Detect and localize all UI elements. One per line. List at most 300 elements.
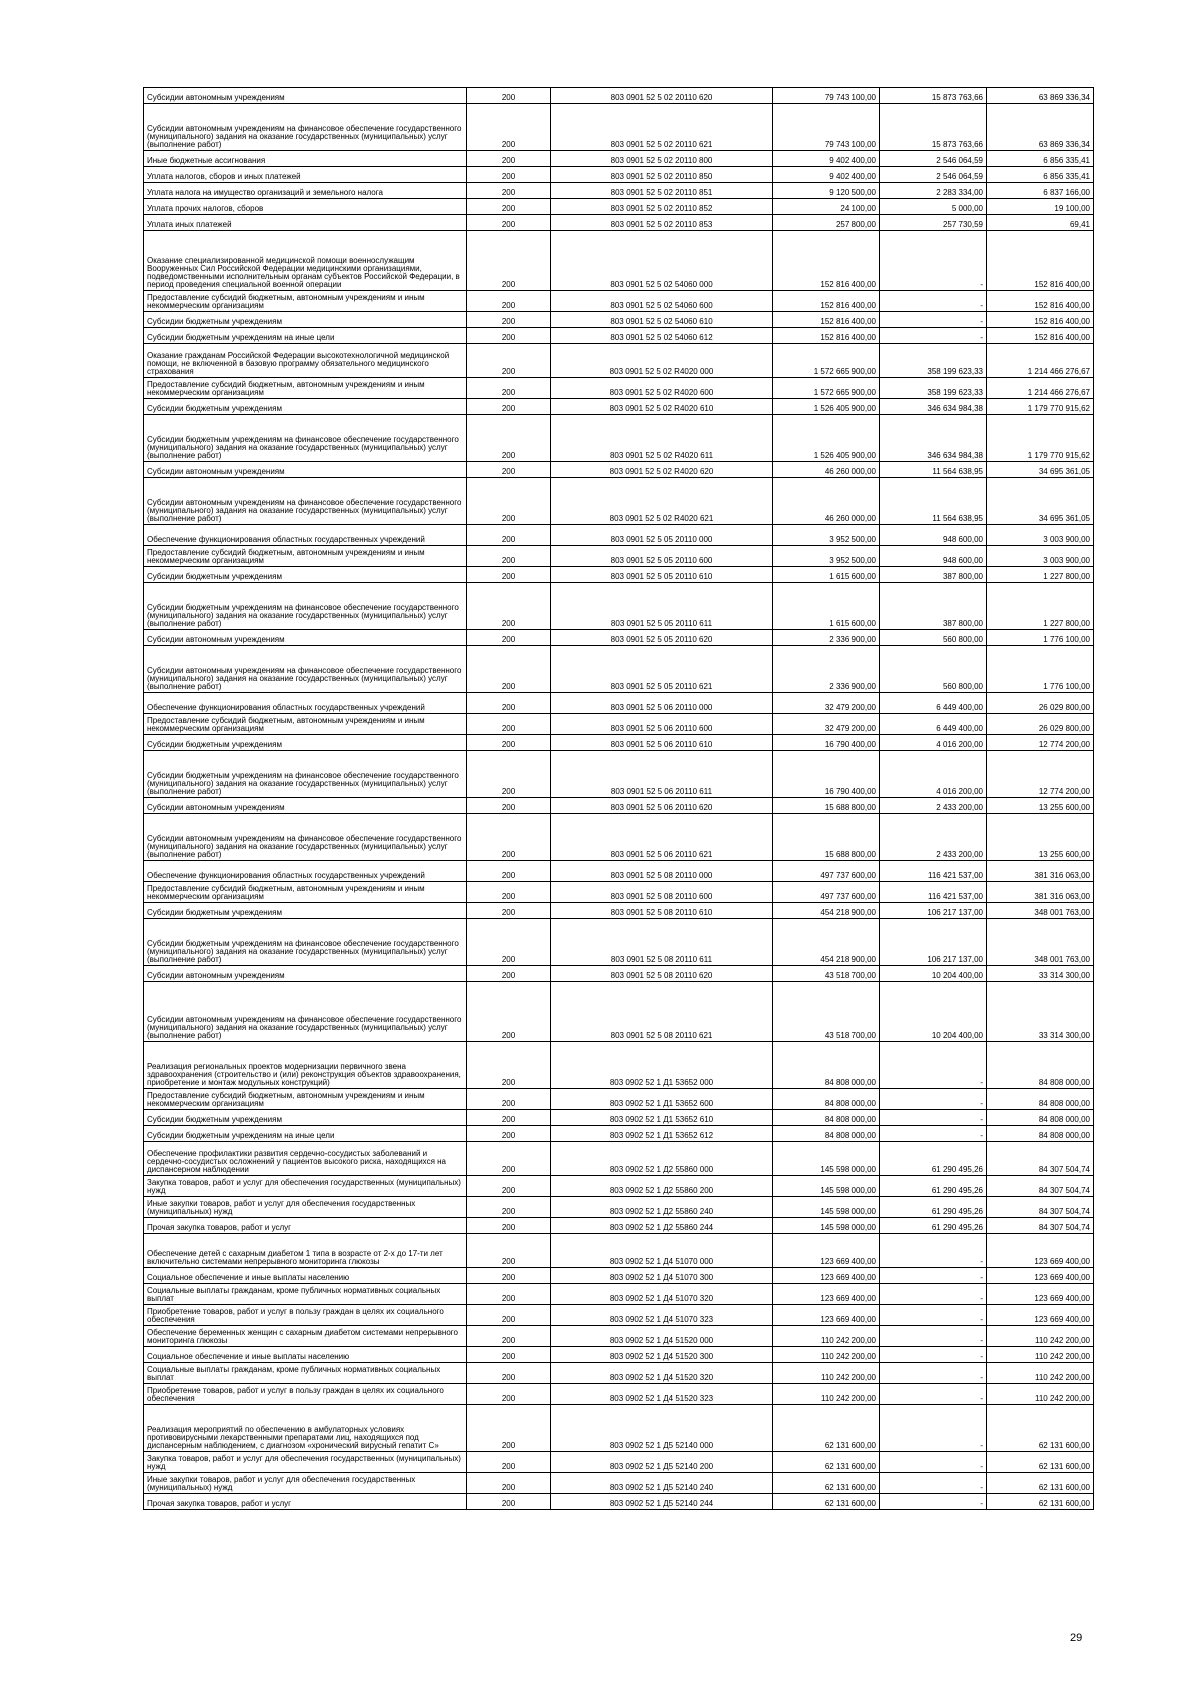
- table-row: [144, 1284, 1094, 1305]
- row-kbk-code: 803 0901 52 5 06 20110 600: [551, 714, 773, 735]
- row-approved-amount: 110 242 200,00: [773, 1384, 880, 1405]
- row-approved-amount: 3 952 500,00: [773, 525, 880, 546]
- row-unexecuted-amount: 62 131 600,00: [987, 1405, 1094, 1452]
- table-row: [144, 151, 1094, 167]
- row-executed-amount: -: [880, 1284, 987, 1305]
- row-approved-amount: 84 808 000,00: [773, 1042, 880, 1089]
- row-name: Субсидии автономным учреждениям: [144, 966, 467, 982]
- row-approved-amount: 497 737 600,00: [773, 861, 880, 882]
- row-executed-amount: 948 600,00: [880, 525, 987, 546]
- row-unexecuted-amount: 26 029 800,00: [987, 714, 1094, 735]
- row-executed-amount: -: [880, 291, 987, 312]
- row-unexecuted-amount: 123 669 400,00: [987, 1305, 1094, 1326]
- row-approved-amount: 43 518 700,00: [773, 982, 880, 1042]
- row-code: 200: [467, 1110, 551, 1126]
- row-executed-amount: 560 800,00: [880, 646, 987, 693]
- row-name: Субсидии бюджетным учреждениям: [144, 567, 467, 583]
- row-executed-amount: 61 290 495,26: [880, 1197, 987, 1218]
- row-kbk-code: 803 0902 52 1 Д4 51520 323: [551, 1384, 773, 1405]
- row-unexecuted-amount: 152 816 400,00: [987, 231, 1094, 291]
- row-approved-amount: 145 598 000,00: [773, 1176, 880, 1197]
- table-row: [144, 183, 1094, 199]
- row-name: Обеспечение детей с сахарным диабетом 1 типа в возрасте от 2-х до 17-ти лет включительно системами непрерывного мониторинга глюкозы: [144, 1234, 467, 1268]
- row-executed-amount: 106 217 137,00: [880, 919, 987, 966]
- row-approved-amount: 497 737 600,00: [773, 882, 880, 903]
- row-executed-amount: -: [880, 1326, 987, 1347]
- row-approved-amount: 152 816 400,00: [773, 328, 880, 344]
- table-row: [144, 735, 1094, 751]
- row-approved-amount: 110 242 200,00: [773, 1363, 880, 1384]
- table-row: [144, 1452, 1094, 1473]
- row-code: 200: [467, 199, 551, 215]
- row-kbk-code: 803 0901 52 5 05 20110 620: [551, 630, 773, 646]
- row-code: 200: [467, 1197, 551, 1218]
- row-approved-amount: 79 743 100,00: [773, 88, 880, 104]
- row-name: Субсидии автономным учреждениям на финансовое обеспечение государственного (муниципального) задания на оказание государственных (муниципальных) услуг (выполнение работ): [144, 478, 467, 525]
- row-name: Социальное обеспечение и иные выплаты населению: [144, 1268, 467, 1284]
- row-approved-amount: 110 242 200,00: [773, 1347, 880, 1363]
- row-unexecuted-amount: 1 214 466 276,67: [987, 344, 1094, 378]
- row-approved-amount: 123 669 400,00: [773, 1305, 880, 1326]
- row-code: 200: [467, 567, 551, 583]
- row-kbk-code: 803 0901 52 5 06 20110 000: [551, 693, 773, 714]
- row-kbk-code: 803 0901 52 5 08 20110 600: [551, 882, 773, 903]
- table-row: [144, 982, 1094, 1042]
- row-unexecuted-amount: 84 307 504,74: [987, 1176, 1094, 1197]
- row-approved-amount: 15 688 800,00: [773, 814, 880, 861]
- row-unexecuted-amount: 84 307 504,74: [987, 1142, 1094, 1176]
- table-body: [144, 88, 1094, 1510]
- row-approved-amount: 1 615 600,00: [773, 583, 880, 630]
- row-approved-amount: 32 479 200,00: [773, 714, 880, 735]
- row-name: Иные закупки товаров, работ и услуг для обеспечения государственных (муниципальных) нужд: [144, 1197, 467, 1218]
- row-name: Иные бюджетные ассигнования: [144, 151, 467, 167]
- row-code: 200: [467, 415, 551, 462]
- table-row: [144, 378, 1094, 399]
- row-unexecuted-amount: 152 816 400,00: [987, 291, 1094, 312]
- row-approved-amount: 1 526 405 900,00: [773, 399, 880, 415]
- table-row: [144, 1142, 1094, 1176]
- row-executed-amount: 15 873 763,66: [880, 88, 987, 104]
- row-unexecuted-amount: 12 774 200,00: [987, 751, 1094, 798]
- row-executed-amount: -: [880, 312, 987, 328]
- row-code: 200: [467, 378, 551, 399]
- budget-execution-table: [143, 87, 1094, 1510]
- row-approved-amount: 46 260 000,00: [773, 462, 880, 478]
- table-row: [144, 1384, 1094, 1405]
- row-code: 200: [467, 714, 551, 735]
- row-executed-amount: -: [880, 1384, 987, 1405]
- row-executed-amount: 61 290 495,26: [880, 1142, 987, 1176]
- row-unexecuted-amount: 110 242 200,00: [987, 1384, 1094, 1405]
- row-code: 200: [467, 344, 551, 378]
- row-unexecuted-amount: 1 179 770 915,62: [987, 399, 1094, 415]
- row-unexecuted-amount: 110 242 200,00: [987, 1347, 1094, 1363]
- table-row: [144, 415, 1094, 462]
- row-code: 200: [467, 903, 551, 919]
- row-code: 200: [467, 104, 551, 151]
- row-executed-amount: -: [880, 1110, 987, 1126]
- table-row: [144, 344, 1094, 378]
- row-name: Реализация мероприятий по обеспечению в амбулаторных условиях противовирусными лекарственными препаратами лиц, находящихся под диспансерным наблюдением, с диагнозом «хронический вирусный гепатит С»: [144, 1405, 467, 1452]
- row-name: Предоставление субсидий бюджетным, автономным учреждениям и иным некоммерческим организациям: [144, 378, 467, 399]
- row-code: 200: [467, 328, 551, 344]
- row-executed-amount: -: [880, 1473, 987, 1494]
- row-name: Субсидии бюджетным учреждениям на финансовое обеспечение государственного (муниципального) задания на оказание государственных (муниципальных) услуг (выполнение работ): [144, 919, 467, 966]
- row-approved-amount: 9 402 400,00: [773, 151, 880, 167]
- row-approved-amount: 46 260 000,00: [773, 478, 880, 525]
- row-name: Субсидии бюджетным учреждениям на иные цели: [144, 1126, 467, 1142]
- row-name: Предоставление субсидий бюджетным, автономным учреждениям и иным некоммерческим организациям: [144, 546, 467, 567]
- row-executed-amount: 10 204 400,00: [880, 982, 987, 1042]
- row-code: 200: [467, 183, 551, 199]
- row-executed-amount: -: [880, 231, 987, 291]
- row-unexecuted-amount: 3 003 900,00: [987, 525, 1094, 546]
- row-approved-amount: 1 572 665 900,00: [773, 344, 880, 378]
- table-row: [144, 1347, 1094, 1363]
- row-code: 200: [467, 882, 551, 903]
- row-executed-amount: 106 217 137,00: [880, 903, 987, 919]
- row-executed-amount: 4 016 200,00: [880, 735, 987, 751]
- row-executed-amount: -: [880, 1405, 987, 1452]
- table-row: [144, 215, 1094, 231]
- row-unexecuted-amount: 63 869 336,34: [987, 88, 1094, 104]
- row-kbk-code: 803 0902 52 1 Д2 55860 240: [551, 1197, 773, 1218]
- row-unexecuted-amount: 19 100,00: [987, 199, 1094, 215]
- row-executed-amount: -: [880, 1347, 987, 1363]
- row-code: 200: [467, 1384, 551, 1405]
- row-kbk-code: 803 0901 52 5 02 20110 853: [551, 215, 773, 231]
- row-unexecuted-amount: 1 227 800,00: [987, 567, 1094, 583]
- row-kbk-code: 803 0902 52 1 Д4 51520 000: [551, 1326, 773, 1347]
- row-executed-amount: -: [880, 1234, 987, 1268]
- row-executed-amount: 2 433 200,00: [880, 798, 987, 814]
- row-approved-amount: 15 688 800,00: [773, 798, 880, 814]
- row-unexecuted-amount: 348 001 763,00: [987, 919, 1094, 966]
- row-executed-amount: 560 800,00: [880, 630, 987, 646]
- row-kbk-code: 803 0901 52 5 06 20110 620: [551, 798, 773, 814]
- row-unexecuted-amount: 6 856 335,41: [987, 151, 1094, 167]
- row-unexecuted-amount: 84 307 504,74: [987, 1197, 1094, 1218]
- row-executed-amount: -: [880, 1452, 987, 1473]
- table-row: [144, 630, 1094, 646]
- table-row: [144, 751, 1094, 798]
- row-name: Субсидии автономным учреждениям на финансовое обеспечение государственного (муниципального) задания на оказание государственных (муниципальных) услуг (выполнение работ): [144, 982, 467, 1042]
- row-kbk-code: 803 0902 52 1 Д5 52140 244: [551, 1494, 773, 1510]
- row-approved-amount: 1 572 665 900,00: [773, 378, 880, 399]
- row-approved-amount: 32 479 200,00: [773, 693, 880, 714]
- row-code: 200: [467, 231, 551, 291]
- row-name: Предоставление субсидий бюджетным, автономным учреждениям и иным некоммерческим организациям: [144, 882, 467, 903]
- row-approved-amount: 1 526 405 900,00: [773, 415, 880, 462]
- row-unexecuted-amount: 152 816 400,00: [987, 312, 1094, 328]
- row-name: Обеспечение функционирования областных государственных учреждений: [144, 693, 467, 714]
- row-executed-amount: 11 564 638,95: [880, 478, 987, 525]
- row-unexecuted-amount: 1 214 466 276,67: [987, 378, 1094, 399]
- row-name: Субсидии автономным учреждениям: [144, 798, 467, 814]
- row-name: Обеспечение функционирования областных государственных учреждений: [144, 861, 467, 882]
- row-unexecuted-amount: 1 776 100,00: [987, 630, 1094, 646]
- row-name: Субсидии бюджетным учреждениям на финансовое обеспечение государственного (муниципального) задания на оказание государственных (муниципальных) услуг (выполнение работ): [144, 415, 467, 462]
- row-unexecuted-amount: 6 856 335,41: [987, 167, 1094, 183]
- row-code: 200: [467, 1305, 551, 1326]
- row-executed-amount: -: [880, 1305, 987, 1326]
- row-code: 200: [467, 478, 551, 525]
- row-unexecuted-amount: 84 808 000,00: [987, 1089, 1094, 1110]
- row-name: Субсидии автономным учреждениям: [144, 462, 467, 478]
- table-row: [144, 104, 1094, 151]
- row-executed-amount: 346 634 984,38: [880, 399, 987, 415]
- table-row: [144, 1473, 1094, 1494]
- row-executed-amount: -: [880, 1042, 987, 1089]
- row-unexecuted-amount: 123 669 400,00: [987, 1234, 1094, 1268]
- row-name: Субсидии бюджетным учреждениям на финансовое обеспечение государственного (муниципального) задания на оказание государственных (муниципальных) услуг (выполнение работ): [144, 583, 467, 630]
- row-kbk-code: 803 0902 52 1 Д4 51070 323: [551, 1305, 773, 1326]
- row-code: 200: [467, 1452, 551, 1473]
- row-name: Оказание гражданам Российской Федерации высокотехнологичной медицинской помощи, не включенной в базовую программу обязательного медицинского страхования: [144, 344, 467, 378]
- row-executed-amount: 2 546 064,59: [880, 151, 987, 167]
- row-kbk-code: 803 0901 52 5 08 20110 621: [551, 982, 773, 1042]
- row-unexecuted-amount: 62 131 600,00: [987, 1452, 1094, 1473]
- table-row: [144, 478, 1094, 525]
- row-approved-amount: 123 669 400,00: [773, 1284, 880, 1305]
- table-row: [144, 88, 1094, 104]
- row-kbk-code: 803 0901 52 5 02 20110 850: [551, 167, 773, 183]
- row-executed-amount: 6 449 400,00: [880, 714, 987, 735]
- table-row: [144, 199, 1094, 215]
- row-unexecuted-amount: 110 242 200,00: [987, 1363, 1094, 1384]
- row-code: 200: [467, 646, 551, 693]
- row-unexecuted-amount: 1 179 770 915,62: [987, 415, 1094, 462]
- row-code: 200: [467, 462, 551, 478]
- row-unexecuted-amount: 33 314 300,00: [987, 966, 1094, 982]
- row-name: Уплата прочих налогов, сборов: [144, 199, 467, 215]
- row-name: Субсидии бюджетным учреждениям: [144, 312, 467, 328]
- row-unexecuted-amount: 123 669 400,00: [987, 1268, 1094, 1284]
- row-name: Обеспечение беременных женщин с сахарным диабетом системами непрерывного мониторинга глюкозы: [144, 1326, 467, 1347]
- row-kbk-code: 803 0901 52 5 05 20110 621: [551, 646, 773, 693]
- row-code: 200: [467, 982, 551, 1042]
- row-kbk-code: 803 0901 52 5 02 20110 851: [551, 183, 773, 199]
- row-executed-amount: 2 283 334,00: [880, 183, 987, 199]
- row-approved-amount: 2 336 900,00: [773, 646, 880, 693]
- row-kbk-code: 803 0902 52 1 Д1 53652 000: [551, 1042, 773, 1089]
- row-kbk-code: 803 0902 52 1 Д2 55860 200: [551, 1176, 773, 1197]
- row-executed-amount: 358 199 623,33: [880, 378, 987, 399]
- row-approved-amount: 123 669 400,00: [773, 1234, 880, 1268]
- row-name: Закупка товаров, работ и услуг для обеспечения государственных (муниципальных) нужд: [144, 1452, 467, 1473]
- row-unexecuted-amount: 34 695 361,05: [987, 478, 1094, 525]
- table-row: [144, 1042, 1094, 1089]
- row-kbk-code: 803 0901 52 5 02 20110 852: [551, 199, 773, 215]
- row-kbk-code: 803 0901 52 5 02 R4020 611: [551, 415, 773, 462]
- row-executed-amount: 346 634 984,38: [880, 415, 987, 462]
- row-kbk-code: 803 0901 52 5 02 R4020 610: [551, 399, 773, 415]
- row-approved-amount: 145 598 000,00: [773, 1218, 880, 1234]
- row-name: Социальное обеспечение и иные выплаты населению: [144, 1347, 467, 1363]
- row-executed-amount: -: [880, 1089, 987, 1110]
- row-unexecuted-amount: 123 669 400,00: [987, 1284, 1094, 1305]
- row-kbk-code: 803 0902 52 1 Д4 51070 300: [551, 1268, 773, 1284]
- table-row: [144, 714, 1094, 735]
- table-row: [144, 167, 1094, 183]
- row-code: 200: [467, 1218, 551, 1234]
- row-approved-amount: 62 131 600,00: [773, 1452, 880, 1473]
- row-unexecuted-amount: 62 131 600,00: [987, 1473, 1094, 1494]
- row-kbk-code: 803 0902 52 1 Д1 53652 610: [551, 1110, 773, 1126]
- row-code: 200: [467, 1326, 551, 1347]
- row-executed-amount: 387 800,00: [880, 583, 987, 630]
- row-executed-amount: 6 449 400,00: [880, 693, 987, 714]
- row-code: 200: [467, 814, 551, 861]
- row-executed-amount: 116 421 537,00: [880, 882, 987, 903]
- row-kbk-code: 803 0902 52 1 Д4 51520 300: [551, 1347, 773, 1363]
- table-row: [144, 693, 1094, 714]
- row-approved-amount: 43 518 700,00: [773, 966, 880, 982]
- row-code: 200: [467, 151, 551, 167]
- row-kbk-code: 803 0902 52 1 Д1 53652 612: [551, 1126, 773, 1142]
- row-kbk-code: 803 0901 52 5 02 54060 610: [551, 312, 773, 328]
- row-code: 200: [467, 399, 551, 415]
- row-unexecuted-amount: 381 316 063,00: [987, 882, 1094, 903]
- row-unexecuted-amount: 12 774 200,00: [987, 735, 1094, 751]
- row-unexecuted-amount: 6 837 166,00: [987, 183, 1094, 199]
- row-executed-amount: -: [880, 1494, 987, 1510]
- row-code: 200: [467, 1126, 551, 1142]
- row-approved-amount: 79 743 100,00: [773, 104, 880, 151]
- row-approved-amount: 1 615 600,00: [773, 567, 880, 583]
- row-unexecuted-amount: 69,41: [987, 215, 1094, 231]
- row-kbk-code: 803 0902 52 1 Д4 51520 320: [551, 1363, 773, 1384]
- row-code: 200: [467, 1347, 551, 1363]
- row-kbk-code: 803 0901 52 5 05 20110 610: [551, 567, 773, 583]
- row-code: 200: [467, 919, 551, 966]
- row-unexecuted-amount: 34 695 361,05: [987, 462, 1094, 478]
- row-kbk-code: 803 0901 52 5 02 R4020 620: [551, 462, 773, 478]
- row-approved-amount: 145 598 000,00: [773, 1197, 880, 1218]
- row-executed-amount: 4 016 200,00: [880, 751, 987, 798]
- row-executed-amount: 2 433 200,00: [880, 814, 987, 861]
- row-kbk-code: 803 0901 52 5 02 54060 000: [551, 231, 773, 291]
- row-kbk-code: 803 0902 52 1 Д1 53652 600: [551, 1089, 773, 1110]
- table-row: [144, 1268, 1094, 1284]
- row-executed-amount: 15 873 763,66: [880, 104, 987, 151]
- row-name: Уплата налогов, сборов и иных платежей: [144, 167, 467, 183]
- row-unexecuted-amount: 110 242 200,00: [987, 1326, 1094, 1347]
- row-executed-amount: 387 800,00: [880, 567, 987, 583]
- row-name: Субсидии бюджетным учреждениям: [144, 735, 467, 751]
- row-kbk-code: 803 0901 52 5 08 20110 610: [551, 903, 773, 919]
- row-approved-amount: 257 800,00: [773, 215, 880, 231]
- table-row: [144, 903, 1094, 919]
- row-kbk-code: 803 0901 52 5 02 20110 800: [551, 151, 773, 167]
- row-approved-amount: 84 808 000,00: [773, 1089, 880, 1110]
- row-name: Субсидии автономным учреждениям на финансовое обеспечение государственного (муниципального) задания на оказание государственных (муниципальных) услуг (выполнение работ): [144, 104, 467, 151]
- row-name: Оказание специализированной медицинской помощи военнослужащим Вооруженных Сил Российской Федерации медицинскими организациями, подведомственными исполнительным органам субъектов Российской Федерации, в период проведения специальной военной операции: [144, 231, 467, 291]
- row-name: Субсидии автономным учреждениям: [144, 630, 467, 646]
- table-row: [144, 1089, 1094, 1110]
- row-approved-amount: 84 808 000,00: [773, 1126, 880, 1142]
- row-unexecuted-amount: 348 001 763,00: [987, 903, 1094, 919]
- row-approved-amount: 16 790 400,00: [773, 735, 880, 751]
- row-executed-amount: 257 730,59: [880, 215, 987, 231]
- row-unexecuted-amount: 62 131 600,00: [987, 1494, 1094, 1510]
- row-code: 200: [467, 798, 551, 814]
- table-row: [144, 861, 1094, 882]
- row-executed-amount: 116 421 537,00: [880, 861, 987, 882]
- table-row: [144, 567, 1094, 583]
- table-row: [144, 312, 1094, 328]
- row-code: 200: [467, 1494, 551, 1510]
- row-kbk-code: 803 0901 52 5 08 20110 000: [551, 861, 773, 882]
- row-unexecuted-amount: 1 227 800,00: [987, 583, 1094, 630]
- row-name: Предоставление субсидий бюджетным, автономным учреждениям и иным некоммерческим организациям: [144, 1089, 467, 1110]
- row-kbk-code: 803 0902 52 1 Д2 55860 244: [551, 1218, 773, 1234]
- row-code: 200: [467, 735, 551, 751]
- row-kbk-code: 803 0901 52 5 08 20110 620: [551, 966, 773, 982]
- row-approved-amount: 9 120 500,00: [773, 183, 880, 199]
- row-code: 200: [467, 1234, 551, 1268]
- row-approved-amount: 84 808 000,00: [773, 1110, 880, 1126]
- table-row: [144, 462, 1094, 478]
- row-unexecuted-amount: 381 316 063,00: [987, 861, 1094, 882]
- table-row: [144, 231, 1094, 291]
- table-row: [144, 798, 1094, 814]
- row-executed-amount: 61 290 495,26: [880, 1176, 987, 1197]
- row-kbk-code: 803 0901 52 5 05 20110 600: [551, 546, 773, 567]
- table-row: [144, 1126, 1094, 1142]
- row-unexecuted-amount: 13 255 600,00: [987, 798, 1094, 814]
- table-row: [144, 1305, 1094, 1326]
- row-code: 200: [467, 583, 551, 630]
- row-code: 200: [467, 1176, 551, 1197]
- row-kbk-code: 803 0901 52 5 02 54060 612: [551, 328, 773, 344]
- row-name: Предоставление субсидий бюджетным, автономным учреждениям и иным некоммерческим организациям: [144, 291, 467, 312]
- table-row: [144, 399, 1094, 415]
- row-approved-amount: 9 402 400,00: [773, 167, 880, 183]
- row-executed-amount: 11 564 638,95: [880, 462, 987, 478]
- row-kbk-code: 803 0902 52 1 Д5 52140 000: [551, 1405, 773, 1452]
- table-row: [144, 919, 1094, 966]
- row-executed-amount: -: [880, 1363, 987, 1384]
- row-kbk-code: 803 0901 52 5 02 54060 600: [551, 291, 773, 312]
- row-unexecuted-amount: 13 255 600,00: [987, 814, 1094, 861]
- row-executed-amount: -: [880, 1126, 987, 1142]
- row-executed-amount: 2 546 064,59: [880, 167, 987, 183]
- row-name: Субсидии автономным учреждениям на финансовое обеспечение государственного (муниципального) задания на оказание государственных (муниципальных) услуг (выполнение работ): [144, 814, 467, 861]
- table-row: [144, 291, 1094, 312]
- row-unexecuted-amount: 26 029 800,00: [987, 693, 1094, 714]
- row-kbk-code: 803 0901 52 5 02 20110 621: [551, 104, 773, 151]
- row-approved-amount: 62 131 600,00: [773, 1473, 880, 1494]
- table-row: [144, 1234, 1094, 1268]
- row-name: Социальные выплаты гражданам, кроме публичных нормативных социальных выплат: [144, 1284, 467, 1305]
- row-code: 200: [467, 966, 551, 982]
- row-unexecuted-amount: 1 776 100,00: [987, 646, 1094, 693]
- row-name: Закупка товаров, работ и услуг для обеспечения государственных (муниципальных) нужд: [144, 1176, 467, 1197]
- row-code: 200: [467, 1473, 551, 1494]
- row-kbk-code: 803 0902 52 1 Д4 51070 000: [551, 1234, 773, 1268]
- row-unexecuted-amount: 3 003 900,00: [987, 546, 1094, 567]
- row-code: 200: [467, 861, 551, 882]
- row-executed-amount: -: [880, 328, 987, 344]
- row-code: 200: [467, 1363, 551, 1384]
- row-code: 200: [467, 291, 551, 312]
- table-row: [144, 1405, 1094, 1452]
- table-row: [144, 525, 1094, 546]
- row-unexecuted-amount: 63 869 336,34: [987, 104, 1094, 151]
- table-row: [144, 328, 1094, 344]
